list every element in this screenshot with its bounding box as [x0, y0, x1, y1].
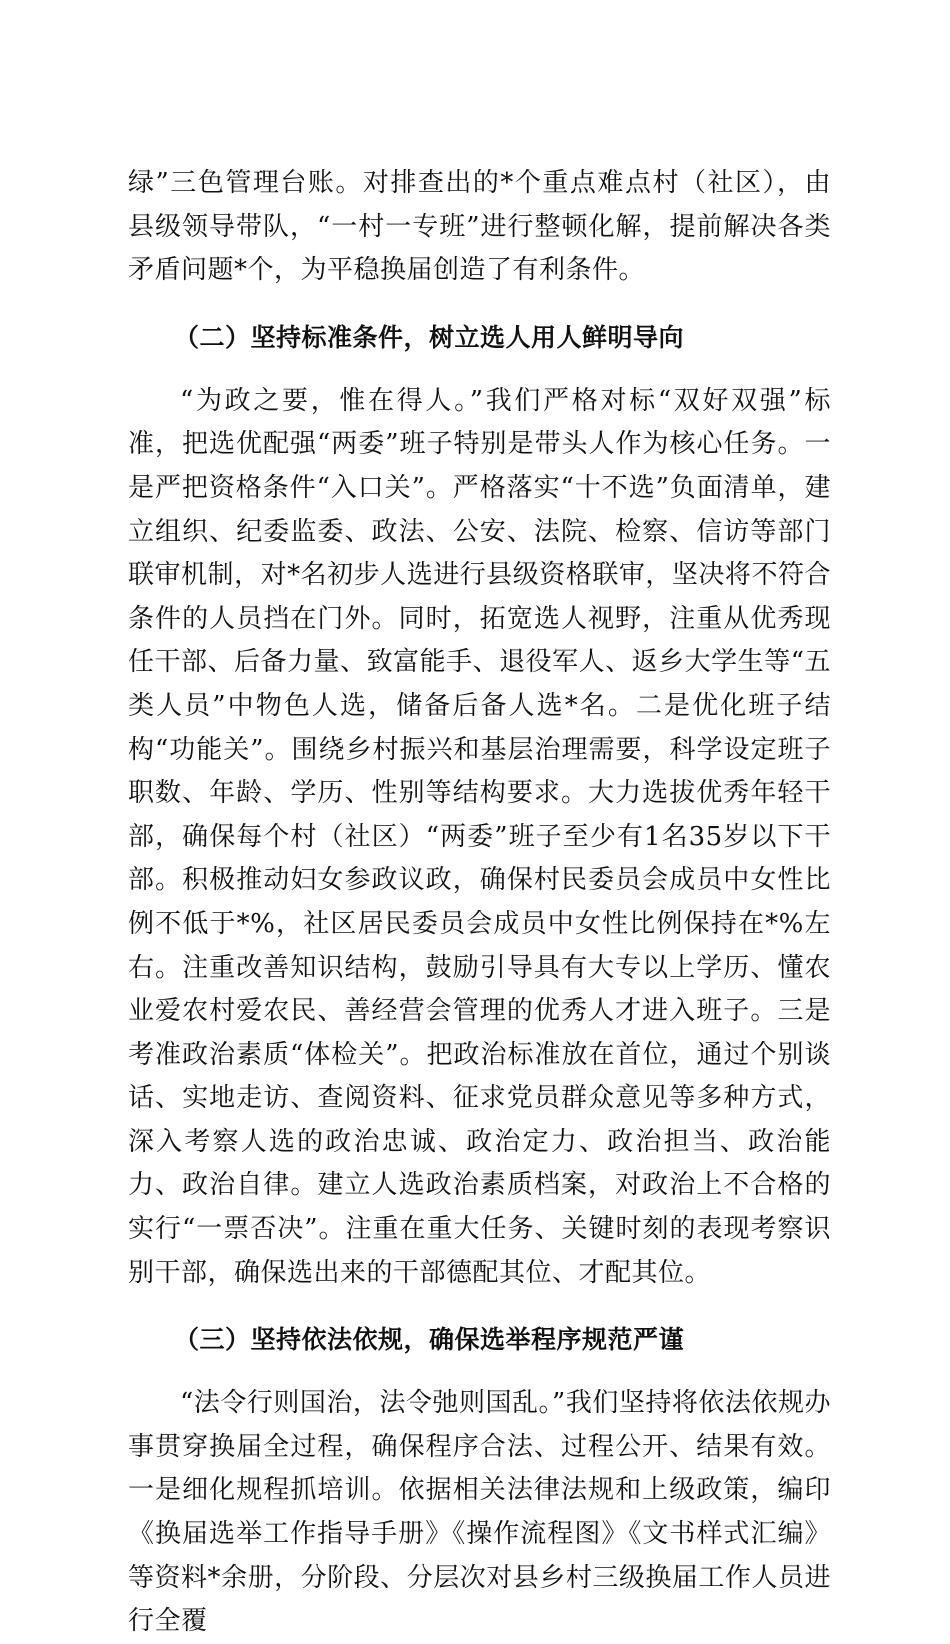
- section-3-paragraph: “法令行则国治，法令弛则国乱。”我们坚持将依法依规办事贯穿换届全过程，确保程序合法、过程公开、结果有效。一是细化规程抓培训。依据相关法律法规和上级政策，编印《换届选举工作指导手册》《操作流程图》《文书样式汇编》等资料*余册，分阶段、分层次对县乡村三级换届工作人员进行全覆: [128, 1388, 831, 1637]
- section-2-paragraph: “为政之要，惟在得人。”我们严格对标“双好双强”标准，把选优配强“两委”班子特别是带头人作为核心任务。一是严把资格条件“入口关”。严格落实“十不选”负面清单，建立组织、纪委监委、政法、公安、法院、检察、信访等部门联审机制，对*名初步人选进行县级资格联审，坚决将不符合条件的人员挡在门外。同时，拓宽选人视野，注重从优秀现任干部、后备力量、致富能手、退役军人、返乡大学生等“五类人员”中物色人选，储备后备人选*名。二是优化班子结构“功能关”。围绕乡村振兴和基层治理需要，科学设定班子职数、年龄、学历、性别等结构要求。大力选拔优秀年轻干部，确保每个村（社区）“两委”班子至少有1名35岁以下干部。积极推动妇女参政议政，确保村民委员会成员中女性比例不低于*%，社区居民委员会成员中女性比例保持在*%左右。注重改善知识结构，鼓励引导具有大专以上学历、懂农业爱农村爱农民、善经营会管理的优秀人才进入班子。三是考准政治素质“体检关”。把政治标准放在首位，通过个别谈话、实地走访、查阅资料、征求党员群众意见等多种方式，深入考察人选的政治忠诚、政治定力、政治担当、政治能力、政治自律。建立人选政治素质档案，对政治上不合格的实行“一票否决”。注重在重大任务、关键时刻的表现考察识别干部，确保选出来的干部德配其位、才配其位。: [128, 385, 831, 1288]
- section-heading-3: （三）坚持依法依规，确保选举程序规范严谨: [174, 1325, 685, 1355]
- paragraph-continuation: 绿”三色管理台账。对排查出的*个重点难点村（社区），由县级领导带队，“一村一专班”进行整顿化解，提前解决各类矛盾问题*个，为平稳换届创造了有利条件。: [128, 168, 831, 286]
- document-body: [128, 162, 831, 1644]
- section-heading-2: （二）坚持标准条件，树立选人用人鲜明导向: [174, 322, 685, 352]
